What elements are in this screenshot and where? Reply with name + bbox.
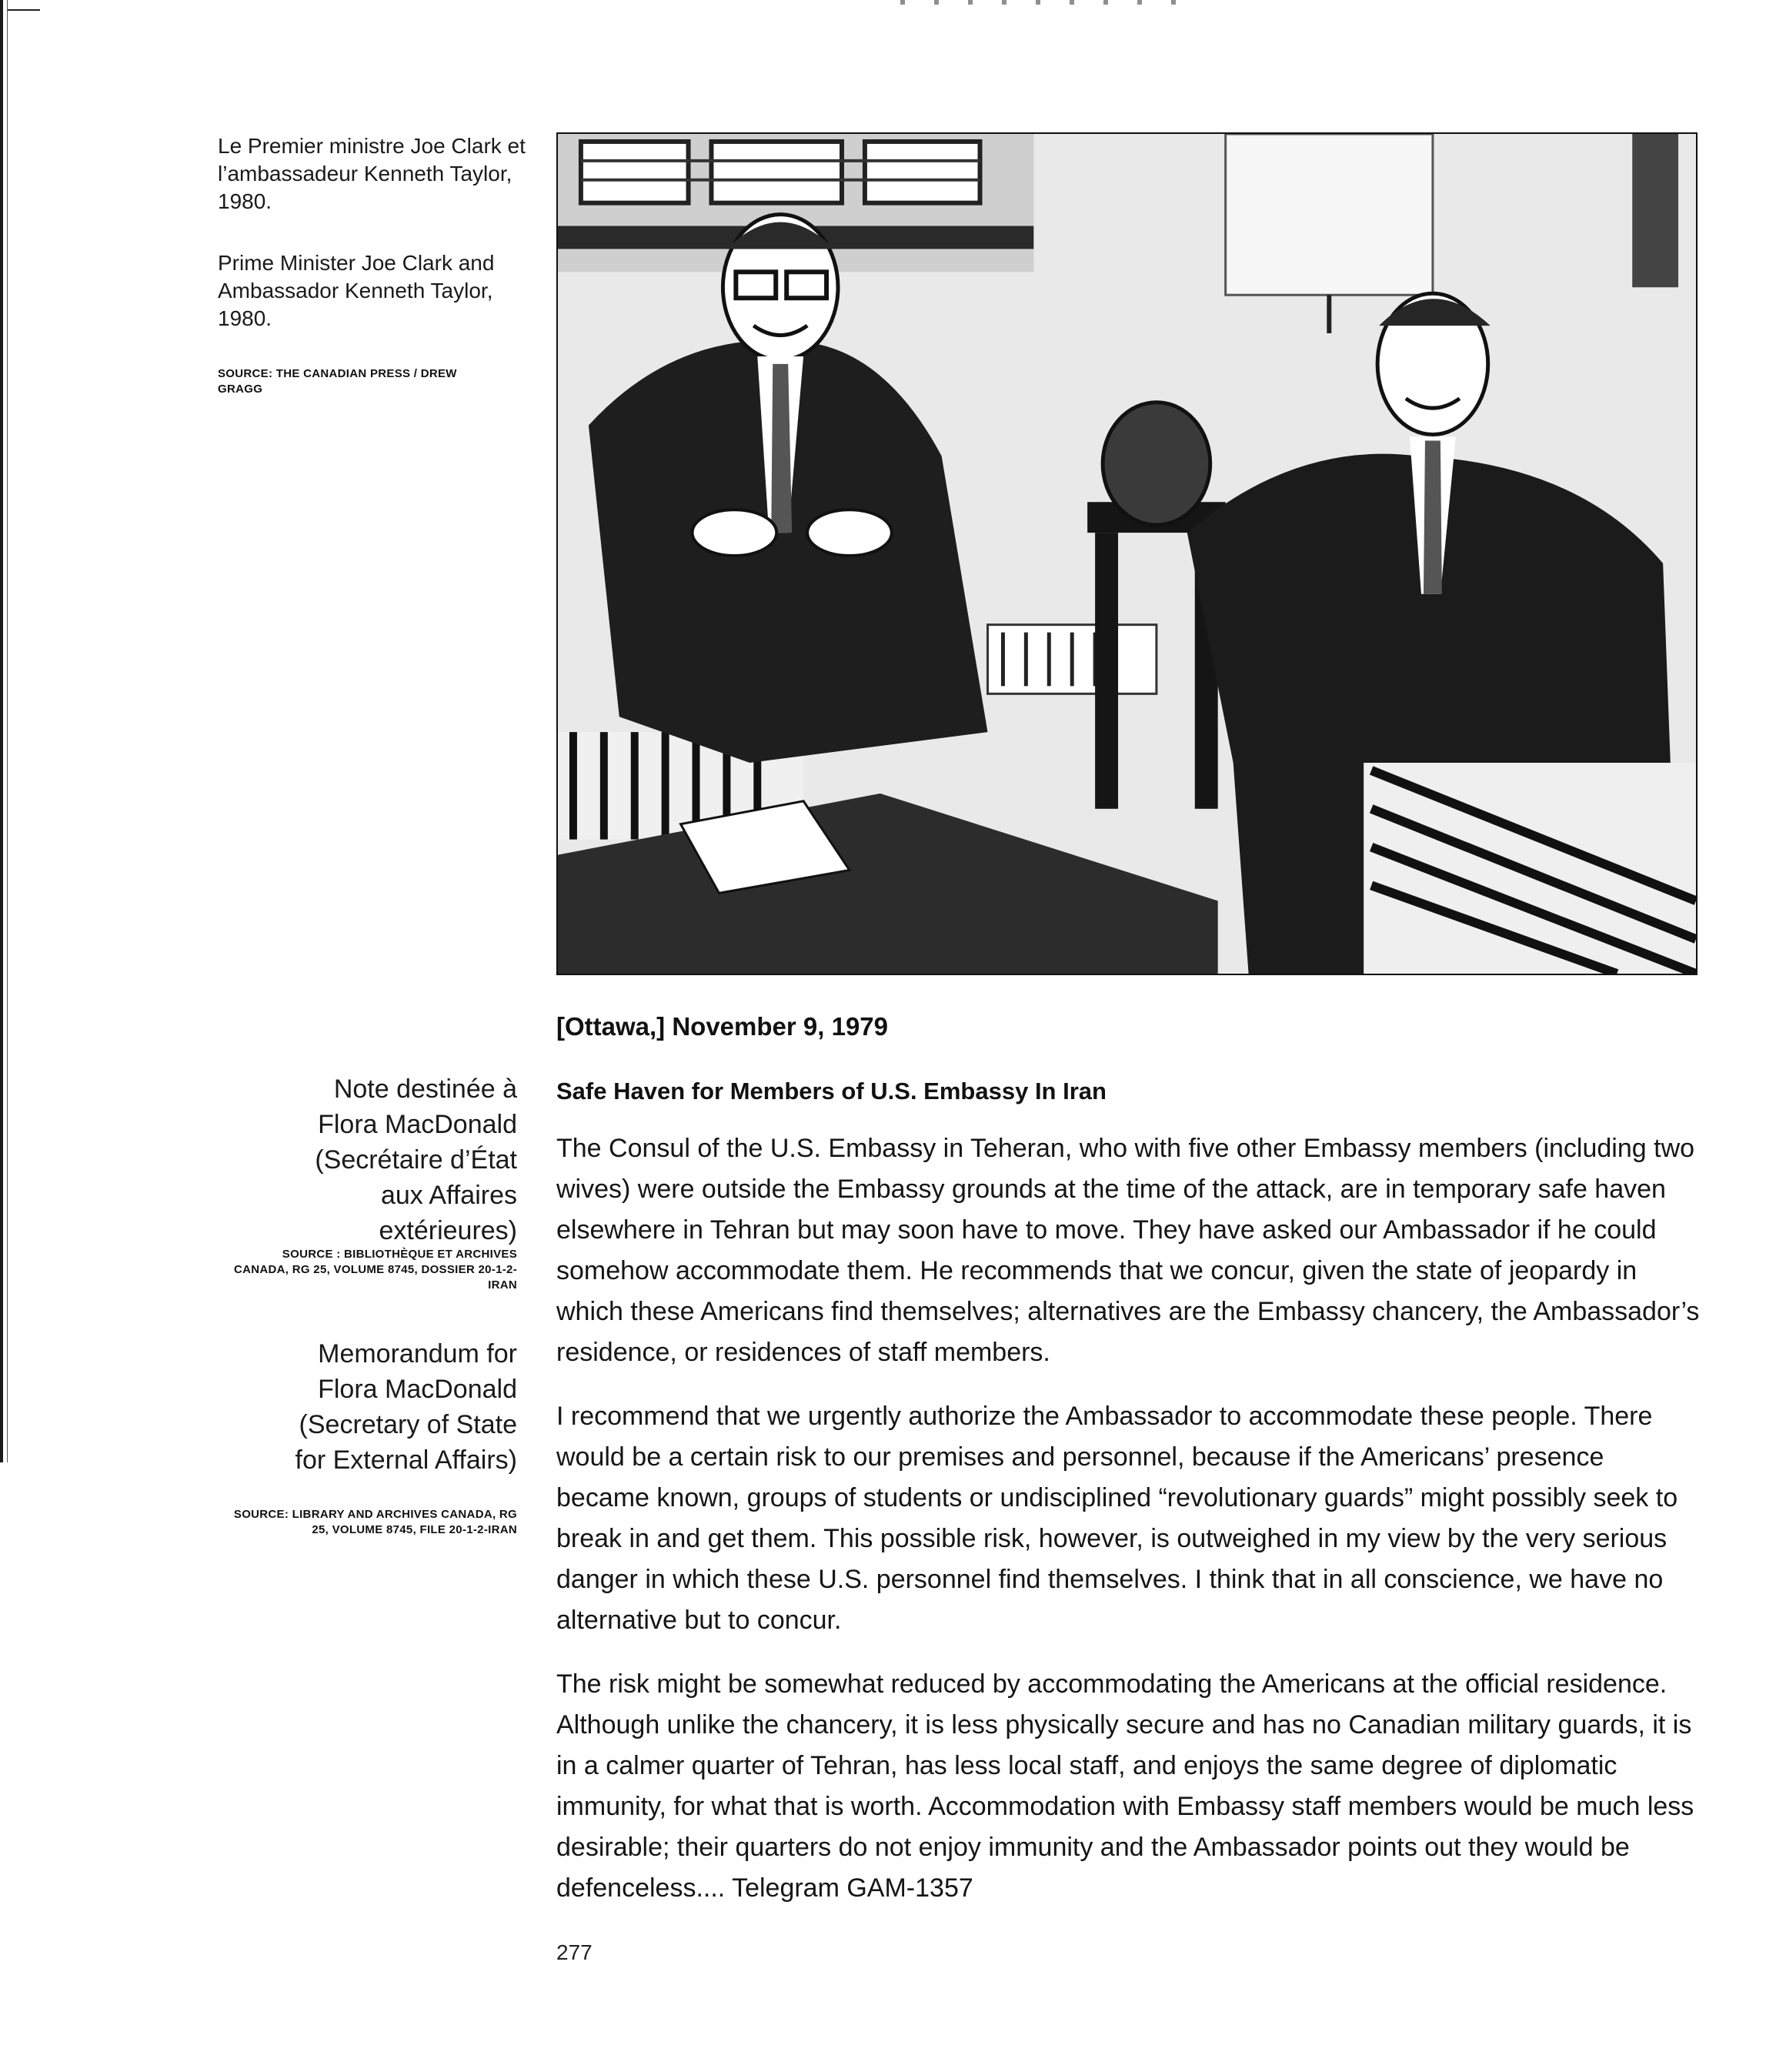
side-source-french: SOURCE : BIBLIOTHÈQUE ET ARCHIVES CANADA, RG 25, VOLUME 8745, DOSSIER 20-1-2-IRAN xyxy=(234,1248,517,1292)
scan-artifact-dots xyxy=(900,0,1177,5)
lamp-shade xyxy=(1226,134,1433,295)
document-heading: Safe Haven for Members of U.S. Embassy In Iran xyxy=(556,1078,1107,1105)
page-number: 277 xyxy=(556,1940,593,1964)
side-note-french: Note destinée à Flora MacDonald (Secrétaire d’État aux Affaires extérieures) xyxy=(315,1074,517,1245)
side-note-english: Memorandum for Flora MacDonald (Secretary of State for External Affairs) xyxy=(295,1339,517,1475)
document-dateline: [Ottawa,] November 9, 1979 xyxy=(556,1012,888,1041)
page-binding-edge xyxy=(0,0,8,1462)
photo-clark-taylor xyxy=(556,132,1698,975)
photo-illustration xyxy=(558,134,1696,974)
ceramic-pot xyxy=(1103,403,1210,525)
paragraph-2: I recommend that we urgently authorize the Ambassador to accommodate these people. There would be a certain risk to our premises and personnel, because if the Americans’ presence became known, groups of students or undisciplined “revolutionary guards” might possibly seek to break in and get them. This possible risk, however, is outweighed in my view by the very serious danger in which these U.S. personnel find themselves. I think that in all conscience, we have no alternative but to concur. xyxy=(556,1402,1678,1635)
right-armchair xyxy=(1364,763,1696,974)
paragraph-3: The risk might be somewhat reduced by accommodating the Americans at the official residence. Although unlike the chancery, it is less physically secure and has no Canadian military guards, it is in a calmer quarter of Tehran, has less local staff, and enjoys the same degree of diplomatic immunity, for what that is worth. Accommodation with Embassy staff members would be much less desirable; their quarters do not enjoy immunity and the Ambassador points out they would be defenceless.... Telegram GAM-1357 xyxy=(556,1669,1694,1903)
window-blinds xyxy=(581,142,980,203)
wall-frame xyxy=(1632,134,1678,287)
side-source-english: SOURCE: LIBRARY AND ARCHIVES CANADA, RG 25, VOLUME 8745, FILE 20-1-2-IRAN xyxy=(233,1508,517,1536)
photo-caption-english: Prime Minister Joe Clark and Ambassador Kenneth Taylor, 1980. xyxy=(218,251,495,330)
binding-tick-mark xyxy=(8,9,40,11)
photo-source-credit: SOURCE: THE CANADIAN PRESS / DREW GRAGG xyxy=(218,367,457,396)
photo-caption-french: Le Premier ministre Joe Clark et l’ambassadeur Kenneth Taylor, 1980. xyxy=(218,134,526,213)
paragraph-1: The Consul of the U.S. Embassy in Teheran, who with five other Embassy members (including two wives) were outside the Embassy grounds at the time of the attack, are in temporary safe haven elsewhere in Tehran but may soon have to move. They have asked our Ambassador if he could somehow accommodate them. He recommends that we concur, given the state of jeopardy in which these Americans find themselves; alternatives are the Embassy chancery, the Ambassador’s residence, or residences of staff members. xyxy=(556,1134,1700,1367)
radiator xyxy=(987,625,1156,694)
